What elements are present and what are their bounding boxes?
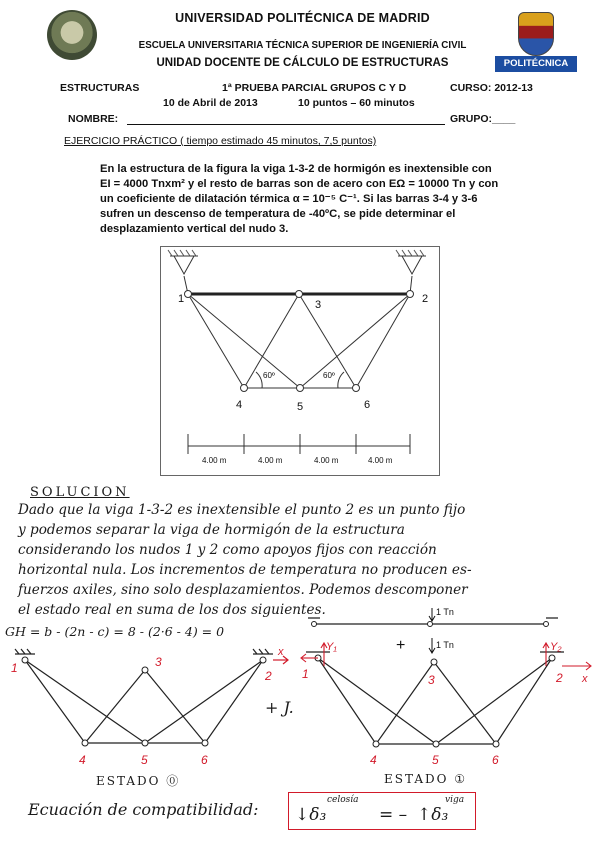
node-label: 4 [370, 753, 377, 767]
school-name: ESCUELA UNIVERSITARIA TÉCNICA SUPERIOR DE INGENIERÍA CIVIL [138, 40, 467, 51]
solution-line: y podemos separar la viga de hormigón de la estructura [18, 522, 405, 538]
node-label: 3 [155, 655, 162, 669]
support-right-icon [396, 250, 426, 274]
node-label: 3 [428, 673, 435, 687]
statement-line: desplazamiento vertical del nudo 3. [100, 223, 289, 235]
node-label: 1 [302, 667, 309, 681]
plus-j: + J. [265, 698, 294, 717]
node-label: 2 [265, 669, 272, 683]
node-label: 2 [556, 671, 563, 685]
name-label: NOMBRE: [68, 113, 119, 125]
exam-subject: ESTRUCTURAS [60, 82, 140, 94]
unit-name: UNIDAD DOCENTE DE CÁLCULO DE ESTRUCTURAS [156, 57, 449, 69]
node-label: 6 [364, 399, 371, 411]
state-0-sketch [5, 640, 290, 780]
exam-course: CURSO: 2012-13 [450, 82, 533, 94]
state-1-label: ESTADO ① [384, 772, 468, 786]
name-underline [127, 124, 445, 125]
plus-sign: + [396, 637, 406, 654]
reaction-label: Y₁ [326, 641, 337, 653]
state-0-label: ESTADO ⓪ [96, 774, 181, 788]
compat-eq-mid: = – [379, 805, 408, 825]
exam-test: 1ª PRUEBA PARCIAL GRUPOS C Y D [222, 82, 407, 94]
group-label: GRUPO:____ [450, 113, 516, 125]
node-label: 4 [236, 399, 243, 411]
angle-label: 60º [263, 371, 275, 380]
statement-line: EI = 4000 Tnxm² y el resto de barras son de acero con EΩ = 10000 Tn y con [100, 178, 499, 190]
node-label: 5 [141, 753, 148, 767]
load-label: 1 Tn [436, 640, 454, 650]
problem-statement [100, 162, 540, 237]
exam-date: 10 de Abril de 2013 [163, 97, 258, 109]
axis-label: x [278, 646, 284, 658]
dimension-label: 4.00 m [368, 456, 393, 465]
angle-label: 60º [323, 371, 335, 380]
node-label: 6 [201, 753, 208, 767]
node-label: 4 [79, 753, 86, 767]
dimension-label: 4.00 m [258, 456, 283, 465]
compat-label: Ecuación de compatibilidad: [28, 800, 259, 819]
solution-line: el estado real en suma de los dos siguientes. [18, 602, 326, 618]
node-label: 3 [315, 299, 322, 311]
reaction-label: Y₂ [550, 641, 562, 653]
node-label: 6 [492, 753, 499, 767]
compat-equation-box [288, 792, 476, 830]
solution-heading: SOLUCION [30, 485, 130, 500]
compat-eq-left: ↓δ₃ [295, 805, 327, 825]
load-label: 1 Tn [436, 607, 454, 617]
statement-line: sufren un descenso de temperatura de -40ºC, se pide determinar el [100, 208, 456, 220]
statement-line: En la estructura de la figura la viga 1-3-2 de hormigón es inextensible con [100, 163, 492, 175]
exercise-title: EJERCICIO PRÁCTICO ( tiempo estimado 45 minutos, 7,5 puntos) [64, 135, 377, 147]
gh-formula: GH = b - (2n - c) = 8 - (2·6 - 4) = 0 [5, 624, 225, 639]
node-label: 5 [432, 753, 439, 767]
node-label: 5 [297, 401, 304, 413]
node-label: 1 [178, 293, 185, 305]
solution-line: considerando los nudos 1 y 2 como apoyos fijos con reacción [18, 542, 437, 558]
politecnica-brand: POLITÉCNICA [495, 56, 577, 72]
solution-line: horizontal nula. Los incrementos de temperatura no producen es- [18, 562, 472, 578]
axis-label: x [582, 673, 588, 685]
solution-text [18, 500, 598, 620]
dimension-label: 4.00 m [202, 456, 227, 465]
exam-points-time: 10 puntos – 60 minutos [298, 97, 415, 109]
compat-eq-right-sup: viga [445, 795, 465, 805]
university-name: UNIVERSIDAD POLITÉCNICA DE MADRID [175, 11, 430, 25]
solution-line: Dado que la viga 1-3-2 es inextensible el punto 2 es un punto fijo [18, 502, 466, 518]
node-label: 2 [422, 293, 429, 305]
truss-figure [160, 246, 440, 476]
solution-line: fuerzos axiles, sino solo desplazamientos. Podemos descomponer [18, 582, 468, 598]
support-left-icon [168, 250, 198, 274]
compat-eq-right: ↑δ₃ [417, 805, 449, 825]
state-1-sketch [300, 606, 600, 782]
dimension-label: 4.00 m [314, 456, 339, 465]
node-label: 1 [11, 661, 18, 675]
compat-eq-left-sup: celosía [327, 795, 359, 805]
statement-line: un coeficiente de dilatación térmica α = 10⁻⁵ C⁻¹. Si las barras 3-4 y 3-6 [100, 193, 478, 205]
